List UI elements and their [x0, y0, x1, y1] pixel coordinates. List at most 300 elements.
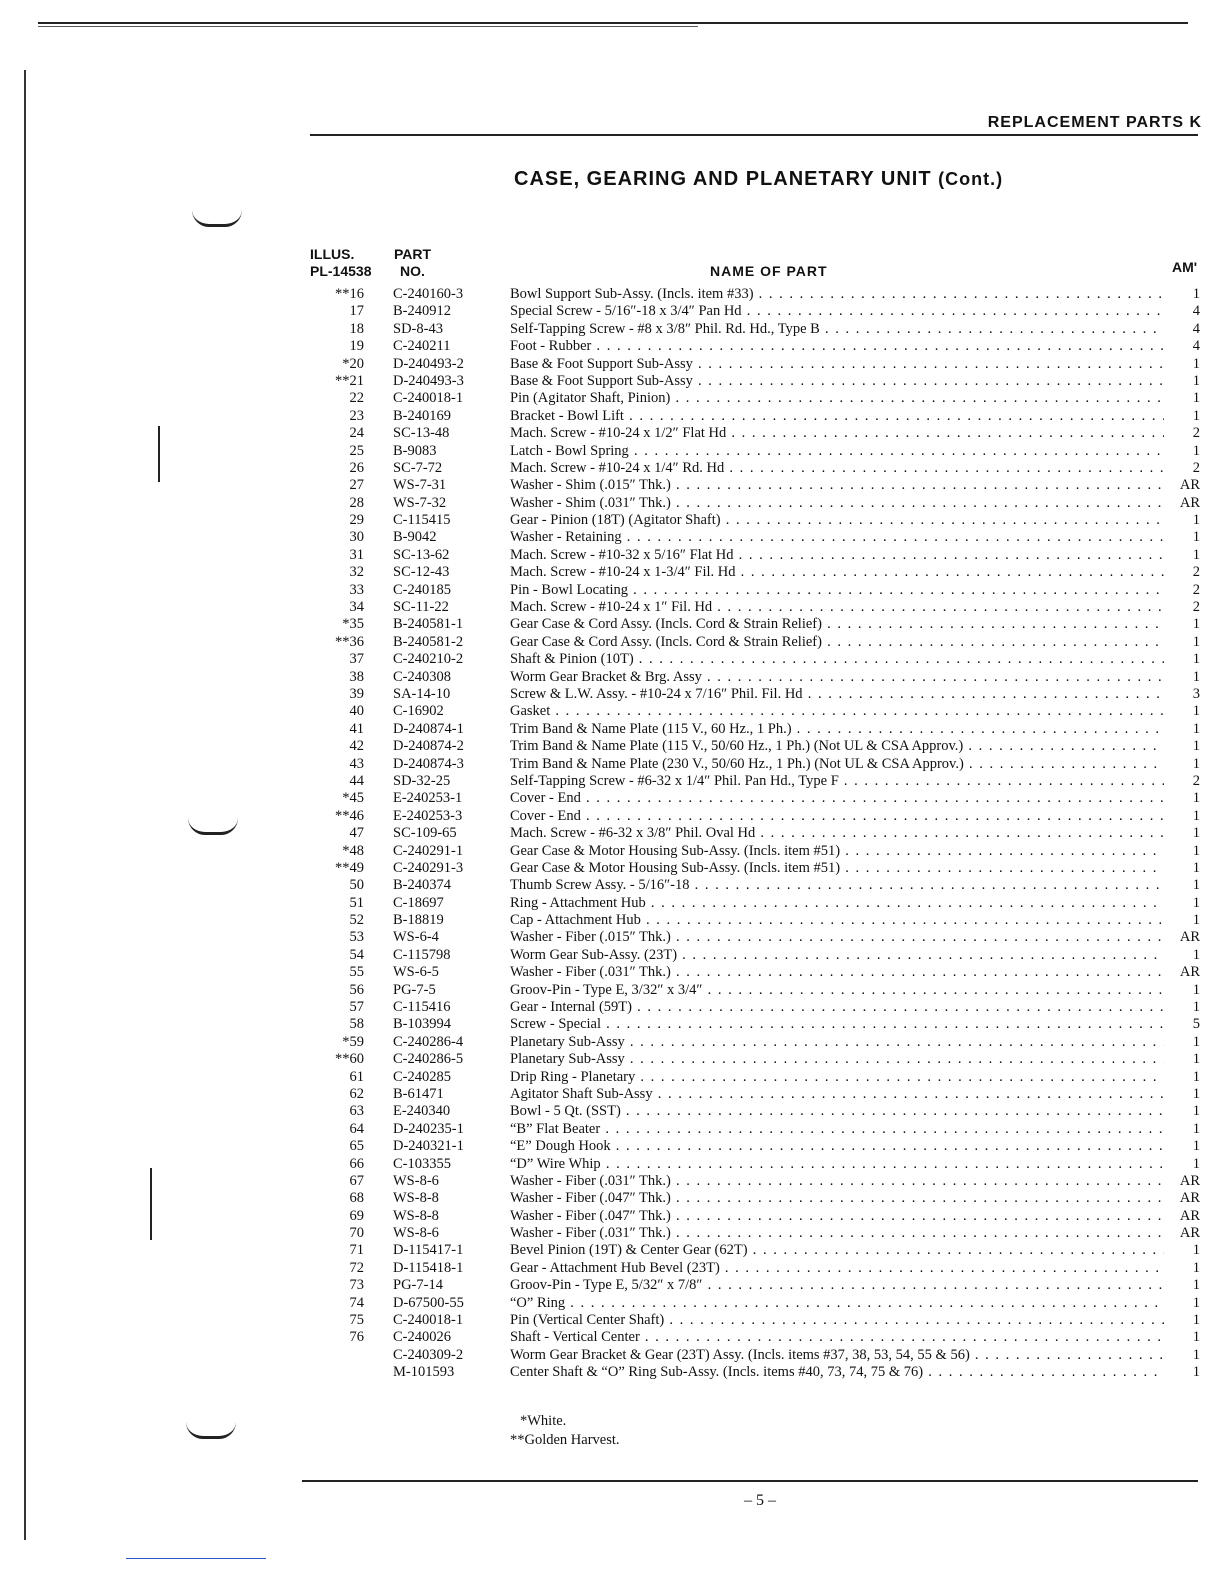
illus-cell: 40: [349, 703, 364, 720]
illus-cell: **49: [335, 859, 364, 876]
illus-cell: 57: [349, 999, 364, 1016]
amount-cell: 2: [1192, 564, 1200, 581]
table-row: [300, 443, 1200, 460]
illus-cell: 24: [349, 425, 364, 442]
amount-cell: 1: [1192, 1242, 1200, 1259]
amount-cell: 1: [1192, 859, 1200, 876]
part-name-cell: Worm Gear Bracket & Brg. Assy . . .: [510, 669, 1164, 686]
part-number-cell: E-240253-3: [393, 807, 463, 824]
part-name-cell: Trim Band & Name Plate (230 V., 50/60 Hz., 1 Ph.) (Not UL & CSA Approv.) . . .: [510, 756, 1164, 773]
amount-cell: 1: [1192, 1312, 1200, 1329]
amount-cell: 1: [1192, 1259, 1200, 1276]
binding-mark: [150, 1168, 152, 1240]
part-number-cell: WS-7-31: [393, 477, 447, 494]
part-name-cell: Ring - Attachment Hub . . .: [510, 895, 1164, 912]
top-rule-secondary: [38, 26, 698, 27]
table-row: [300, 703, 1200, 720]
table-row: [300, 616, 1200, 633]
table-row: [300, 495, 1200, 512]
illus-cell: 23: [349, 407, 364, 424]
punch-hole-mark: [188, 818, 238, 835]
illus-cell: **21: [335, 372, 364, 389]
part-name-cell: Washer - Retaining . . .: [510, 529, 1164, 546]
part-name-cell: Cover - End . . .: [510, 808, 1164, 825]
table-row: [300, 843, 1200, 860]
illus-cell: 73: [349, 1277, 364, 1294]
illus-cell: 67: [349, 1172, 364, 1189]
table-row: [300, 512, 1200, 529]
table-row: [300, 1277, 1200, 1294]
amount-cell: AR: [1179, 929, 1200, 946]
footnotes: [510, 1412, 620, 1450]
amount-cell: AR: [1179, 1190, 1200, 1207]
part-number-cell: D-240235-1: [393, 1120, 464, 1137]
part-name-cell: Center Shaft & “O” Ring Sub-Assy. (Incls. items #40, 73, 74, 75 & 76) . . .: [510, 1364, 1164, 1381]
part-name-cell: Trim Band & Name Plate (115 V., 50/60 Hz., 1 Ph.) (Not UL & CSA Approv.) . . .: [510, 738, 1164, 755]
illus-cell: 27: [349, 477, 364, 494]
amount-cell: 1: [1192, 355, 1200, 372]
column-header-part-line1: PART: [394, 246, 432, 262]
part-number-cell: B-240169: [393, 407, 451, 424]
header-rule: [310, 134, 1198, 136]
part-name-cell: Gear Case & Cord Assy. (Incls. Cord & Strain Relief) . . .: [510, 634, 1164, 651]
table-row: [300, 1347, 1200, 1364]
amount-cell: 1: [1192, 1103, 1200, 1120]
part-name-cell: Cap - Attachment Hub . . .: [510, 912, 1164, 929]
amount-cell: 1: [1192, 512, 1200, 529]
part-number-cell: C-240018-1: [393, 390, 464, 407]
illus-cell: 31: [349, 546, 364, 563]
part-name-cell: “D” Wire Whip . . .: [510, 1156, 1164, 1173]
illus-cell: 50: [349, 877, 364, 894]
part-name-cell: Bowl Support Sub-Assy. (Incls. item #33) . . .: [510, 286, 1164, 303]
part-number-cell: SC-12-43: [393, 564, 450, 581]
part-number-cell: D-240493-2: [393, 355, 464, 372]
amount-cell: 1: [1192, 529, 1200, 546]
part-number-cell: B-103994: [393, 1016, 451, 1033]
part-name-cell: Gear Case & Cord Assy. (Incls. Cord & Strain Relief) . . .: [510, 616, 1164, 633]
part-name-cell: Base & Foot Support Sub-Assy . . .: [510, 356, 1164, 373]
table-row: [300, 286, 1200, 303]
amount-cell: 1: [1192, 1364, 1200, 1381]
part-name-cell: Gear Case & Motor Housing Sub-Assy. (Incls. item #51) . . .: [510, 860, 1164, 877]
amount-cell: 1: [1192, 877, 1200, 894]
part-number-cell: D-240874-1: [393, 720, 464, 737]
part-number-cell: D-240493-3: [393, 372, 464, 389]
part-name-cell: Planetary Sub-Assy . . .: [510, 1051, 1164, 1068]
amount-cell: AR: [1179, 1225, 1200, 1242]
column-header-amount: AMʹ: [1172, 259, 1198, 275]
amount-cell: 1: [1192, 1346, 1200, 1363]
illus-cell: *48: [342, 842, 364, 859]
part-number-cell: C-240309-2: [393, 1346, 464, 1363]
part-number-cell: C-240291-3: [393, 859, 464, 876]
column-header-illus-line2: PL-14538: [310, 263, 372, 279]
table-row: [300, 808, 1200, 825]
part-name-cell: Agitator Shaft Sub-Assy . . .: [510, 1086, 1164, 1103]
amount-cell: AR: [1179, 477, 1200, 494]
illus-cell: 18: [349, 320, 364, 337]
part-number-cell: C-16902: [393, 703, 444, 720]
table-row: [300, 1086, 1200, 1103]
table-row: [300, 860, 1200, 877]
illus-cell: 66: [349, 1155, 364, 1172]
table-row: [300, 999, 1200, 1016]
part-name-cell: Self-Tapping Screw - #8 x 3/8″ Phil. Rd. Hd., Type B . . .: [510, 321, 1164, 338]
part-number-cell: D-240874-2: [393, 738, 464, 755]
punch-hole-mark: [186, 1422, 236, 1439]
amount-cell: 3: [1192, 685, 1200, 702]
part-name-cell: Foot - Rubber . . .: [510, 338, 1164, 355]
title-text: CASE, GEARING AND PLANETARY UNIT: [514, 168, 932, 190]
part-name-cell: Washer - Shim (.015″ Thk.) . . .: [510, 477, 1164, 494]
illus-cell: 52: [349, 912, 364, 929]
table-row: [300, 373, 1200, 390]
table-row: [300, 1121, 1200, 1138]
amount-cell: 1: [1192, 390, 1200, 407]
amount-cell: 1: [1192, 912, 1200, 929]
illus-cell: 75: [349, 1312, 364, 1329]
amount-cell: 1: [1192, 546, 1200, 563]
amount-cell: 1: [1192, 442, 1200, 459]
column-header-part: [394, 246, 431, 280]
footnote-golden-harvest: **Golden Harvest.: [510, 1432, 620, 1448]
binding-edge: [24, 70, 26, 1540]
table-row: [300, 1016, 1200, 1033]
part-name-cell: Mach. Screw - #10-24 x 1/2″ Flat Hd . . .: [510, 425, 1164, 442]
part-number-cell: C-240210-2: [393, 651, 464, 668]
page-title: [514, 168, 1003, 191]
table-row: [300, 408, 1200, 425]
amount-cell: AR: [1179, 1207, 1200, 1224]
amount-cell: 1: [1192, 1277, 1200, 1294]
part-name-cell: Cover - End . . .: [510, 790, 1164, 807]
part-name-cell: Gear Case & Motor Housing Sub-Assy. (Incls. item #51) . . .: [510, 843, 1164, 860]
part-name-cell: Shaft - Vertical Center . . .: [510, 1329, 1164, 1346]
part-number-cell: WS-8-6: [393, 1225, 439, 1242]
part-name-cell: Base & Foot Support Sub-Assy . . .: [510, 373, 1164, 390]
amount-cell: 2: [1192, 425, 1200, 442]
punch-hole-mark: [192, 210, 242, 227]
part-number-cell: C-240291-1: [393, 842, 464, 859]
table-row: [300, 1312, 1200, 1329]
part-name-cell: Pin (Vertical Center Shaft) . . .: [510, 1312, 1164, 1329]
title-suffix: (Cont.): [938, 169, 1004, 189]
amount-cell: 1: [1192, 755, 1200, 772]
part-name-cell: Mach. Screw - #10-24 x 1-3/4″ Fil. Hd . . .: [510, 564, 1164, 581]
part-number-cell: B-18819: [393, 912, 444, 929]
part-number-cell: C-240026: [393, 1329, 451, 1346]
column-header-illus: [310, 246, 371, 280]
illus-cell: 17: [349, 303, 364, 320]
amount-cell: 1: [1192, 894, 1200, 911]
part-name-cell: Mach. Screw - #10-32 x 5/16″ Flat Hd . . .: [510, 547, 1164, 564]
part-number-cell: B-240581-1: [393, 616, 464, 633]
illus-cell: 25: [349, 442, 364, 459]
illus-cell: 56: [349, 981, 364, 998]
part-name-cell: Shaft & Pinion (10T) . . .: [510, 651, 1164, 668]
table-row: [300, 1225, 1200, 1242]
illus-cell: **60: [335, 1051, 364, 1068]
amount-cell: 4: [1192, 320, 1200, 337]
part-name-cell: Mach. Screw - #10-24 x 1/4″ Rd. Hd . . .: [510, 460, 1164, 477]
column-header-name: NAME OF PART: [710, 263, 828, 279]
part-name-cell: Washer - Fiber (.047″ Thk.) . . .: [510, 1190, 1164, 1207]
part-number-cell: WS-7-32: [393, 494, 447, 511]
part-name-cell: Screw - Special . . .: [510, 1016, 1164, 1033]
part-name-cell: Bracket - Bowl Lift . . .: [510, 408, 1164, 425]
table-row: [300, 756, 1200, 773]
table-row: [300, 877, 1200, 894]
part-name-cell: Gear - Attachment Hub Bevel (23T) . . .: [510, 1260, 1164, 1277]
footnote-white: *White.: [520, 1413, 567, 1429]
amount-cell: 1: [1192, 1085, 1200, 1102]
table-row: [300, 1103, 1200, 1120]
illus-cell: **46: [335, 807, 364, 824]
illus-cell: 34: [349, 599, 364, 616]
part-name-cell: Washer - Fiber (.031″ Thk.) . . .: [510, 1173, 1164, 1190]
illus-cell: *20: [342, 355, 364, 372]
part-number-cell: SA-14-10: [393, 685, 451, 702]
amount-cell: 1: [1192, 372, 1200, 389]
part-number-cell: SC-11-22: [393, 599, 449, 616]
table-row: [300, 425, 1200, 442]
part-number-cell: SC-109-65: [393, 825, 457, 842]
amount-cell: 1: [1192, 407, 1200, 424]
table-row: [300, 982, 1200, 999]
amount-cell: 1: [1192, 651, 1200, 668]
column-header-part-line2: NO.: [400, 263, 425, 279]
illus-cell: 65: [349, 1138, 364, 1155]
illus-cell: 42: [349, 738, 364, 755]
part-number-cell: SD-32-25: [393, 772, 451, 789]
part-number-cell: C-240160-3: [393, 286, 464, 302]
part-number-cell: SC-7-72: [393, 459, 443, 476]
amount-cell: 1: [1192, 807, 1200, 824]
part-number-cell: SD-8-43: [393, 320, 443, 337]
table-row: [300, 825, 1200, 842]
illus-cell: 28: [349, 494, 364, 511]
part-name-cell: Washer - Fiber (.031″ Thk.) . . .: [510, 1225, 1164, 1242]
part-number-cell: C-115798: [393, 946, 451, 963]
illus-cell: 26: [349, 459, 364, 476]
part-number-cell: E-240340: [393, 1103, 451, 1120]
part-number-cell: B-61471: [393, 1085, 444, 1102]
part-name-cell: Washer - Fiber (.031″ Thk.) . . .: [510, 964, 1164, 981]
page-number: – 5 –: [744, 1492, 776, 1509]
illus-cell: 44: [349, 772, 364, 789]
part-number-cell: B-240374: [393, 877, 451, 894]
illus-cell: *35: [342, 616, 364, 633]
table-row: [300, 529, 1200, 546]
amount-cell: 1: [1192, 1155, 1200, 1172]
part-number-cell: B-9083: [393, 442, 437, 459]
part-name-cell: Planetary Sub-Assy . . .: [510, 1034, 1164, 1051]
table-row: [300, 738, 1200, 755]
amount-cell: 1: [1192, 1138, 1200, 1155]
illus-cell: 68: [349, 1190, 364, 1207]
amount-cell: 1: [1192, 946, 1200, 963]
table-row: [300, 1190, 1200, 1207]
table-row: [300, 1295, 1200, 1312]
part-name-cell: Thumb Screw Assy. - 5/16″-18 . . .: [510, 877, 1164, 894]
part-name-cell: Gasket . . .: [510, 703, 1164, 720]
part-name-cell: “E” Dough Hook . . .: [510, 1138, 1164, 1155]
part-number-cell: C-240286-5: [393, 1051, 464, 1068]
illus-cell: 55: [349, 964, 364, 981]
top-rule: [38, 22, 1188, 24]
amount-cell: 1: [1192, 633, 1200, 650]
illus-cell: 22: [349, 390, 364, 407]
part-number-cell: D-115418-1: [393, 1259, 464, 1276]
part-number-cell: B-240581-2: [393, 633, 464, 650]
part-name-cell: “O” Ring . . .: [510, 1295, 1164, 1312]
amount-cell: 1: [1192, 1033, 1200, 1050]
part-number-cell: PG-7-14: [393, 1277, 443, 1294]
illus-cell: 61: [349, 1068, 364, 1085]
part-number-cell: D-115417-1: [393, 1242, 464, 1259]
amount-cell: 1: [1192, 825, 1200, 842]
illus-cell: 29: [349, 512, 364, 529]
illus-cell: 32: [349, 564, 364, 581]
amount-cell: 1: [1192, 1068, 1200, 1085]
amount-cell: 1: [1192, 1051, 1200, 1068]
illus-cell: 38: [349, 668, 364, 685]
table-row: [300, 599, 1200, 616]
scan-artifact-line: [126, 1558, 266, 1559]
table-row: [300, 1242, 1200, 1259]
illus-cell: 76: [349, 1329, 364, 1346]
illus-cell: 33: [349, 581, 364, 598]
amount-cell: 4: [1192, 338, 1200, 355]
part-number-cell: SC-13-62: [393, 546, 450, 563]
illus-cell: 41: [349, 720, 364, 737]
part-number-cell: C-240185: [393, 581, 451, 598]
illus-cell: 39: [349, 685, 364, 702]
table-row: [300, 1364, 1200, 1381]
part-name-cell: Worm Gear Sub-Assy. (23T) . . .: [510, 947, 1164, 964]
amount-cell: 1: [1192, 1120, 1200, 1137]
part-number-cell: WS-6-5: [393, 964, 439, 981]
section-label: REPLACEMENT PARTS K: [987, 114, 1202, 131]
table-row: [300, 790, 1200, 807]
part-name-cell: Gear - Internal (59T) . . .: [510, 999, 1164, 1016]
amount-cell: AR: [1179, 494, 1200, 511]
part-number-cell: C-240286-4: [393, 1033, 464, 1050]
part-number-cell: D-67500-55: [393, 1294, 464, 1311]
amount-cell: 4: [1192, 303, 1200, 320]
table-row: [300, 669, 1200, 686]
part-number-cell: B-240912: [393, 303, 451, 320]
table-row: [300, 1260, 1200, 1277]
part-number-cell: E-240253-1: [393, 790, 463, 807]
amount-cell: 1: [1192, 790, 1200, 807]
illus-cell: 43: [349, 755, 364, 772]
part-number-cell: SC-13-48: [393, 425, 450, 442]
illus-cell: 30: [349, 529, 364, 546]
table-row: [300, 1208, 1200, 1225]
illus-cell: 53: [349, 929, 364, 946]
illus-cell: 54: [349, 946, 364, 963]
part-name-cell: Groov-Pin - Type E, 5/32″ x 7/8″ . . .: [510, 1277, 1164, 1294]
amount-cell: 1: [1192, 1329, 1200, 1346]
part-name-cell: Special Screw - 5/16″-18 x 3/4″ Pan Hd . . .: [510, 303, 1164, 320]
part-name-cell: Mach. Screw - #10-24 x 1″ Fil. Hd . . .: [510, 599, 1164, 616]
part-name-cell: Trim Band & Name Plate (115 V., 60 Hz., 1 Ph.) . . .: [510, 721, 1164, 738]
amount-cell: AR: [1179, 1172, 1200, 1189]
table-row: [300, 390, 1200, 407]
amount-cell: 1: [1192, 703, 1200, 720]
part-name-cell: Washer - Fiber (.047″ Thk.) . . .: [510, 1208, 1164, 1225]
part-name-cell: Bowl - 5 Qt. (SST) . . .: [510, 1103, 1164, 1120]
part-number-cell: C-18697: [393, 894, 444, 911]
table-row: [300, 477, 1200, 494]
part-number-cell: WS-8-8: [393, 1190, 439, 1207]
table-row: [300, 303, 1200, 320]
illus-cell: 71: [349, 1242, 364, 1259]
amount-cell: 2: [1192, 599, 1200, 616]
amount-cell: 2: [1192, 459, 1200, 476]
part-name-cell: Washer - Shim (.031″ Thk.) . . .: [510, 495, 1164, 512]
illus-cell: 19: [349, 338, 364, 355]
table-row: [300, 947, 1200, 964]
table-row: [300, 912, 1200, 929]
part-name-cell: Screw & L.W. Assy. - #10-24 x 7/16″ Phil. Fil. Hd . . .: [510, 686, 1164, 703]
part-name-cell: Bevel Pinion (19T) & Center Gear (62T) . . .: [510, 1242, 1164, 1259]
table-row: [300, 1051, 1200, 1068]
illus-cell: 62: [349, 1085, 364, 1102]
part-name-cell: Washer - Fiber (.015″ Thk.) . . .: [510, 929, 1164, 946]
part-name-cell: Pin - Bowl Locating . . .: [510, 582, 1164, 599]
illus-cell: 58: [349, 1016, 364, 1033]
illus-cell: *59: [342, 1033, 364, 1050]
illus-cell: 69: [349, 1207, 364, 1224]
part-name-cell: Groov-Pin - Type E, 3/32″ x 3/4″ . . .: [510, 982, 1164, 999]
illus-cell: 64: [349, 1120, 364, 1137]
amount-cell: 5: [1192, 1016, 1200, 1033]
amount-cell: 2: [1192, 581, 1200, 598]
part-number-cell: D-240321-1: [393, 1138, 464, 1155]
table-row: [300, 686, 1200, 703]
table-row: [300, 634, 1200, 651]
part-number-cell: C-240285: [393, 1068, 451, 1085]
amount-cell: 1: [1192, 842, 1200, 859]
part-number-cell: C-240211: [393, 338, 451, 355]
footer-rule: [302, 1480, 1198, 1482]
table-row: [300, 1173, 1200, 1190]
part-name-cell: Gear - Pinion (18T) (Agitator Shaft) . . .: [510, 512, 1164, 529]
part-name-cell: Pin (Agitator Shaft, Pinion) . . .: [510, 390, 1164, 407]
table-row: [300, 547, 1200, 564]
table-row: [300, 773, 1200, 790]
table-row: [300, 651, 1200, 668]
part-number-cell: C-115416: [393, 999, 451, 1016]
table-row: [300, 356, 1200, 373]
amount-cell: 1: [1192, 616, 1200, 633]
table-row: [300, 964, 1200, 981]
part-name-cell: Mach. Screw - #6-32 x 3/8″ Phil. Oval Hd . . .: [510, 825, 1164, 842]
part-number-cell: M-101593: [393, 1364, 455, 1381]
part-number-cell: C-240308: [393, 668, 451, 685]
amount-cell: 1: [1192, 999, 1200, 1016]
illus-cell: 37: [349, 651, 364, 668]
part-number-cell: PG-7-5: [393, 981, 436, 998]
table-row: [300, 460, 1200, 477]
table-row: [300, 929, 1200, 946]
part-number-cell: WS-8-8: [393, 1207, 439, 1224]
part-name-cell: Self-Tapping Screw - #6-32 x 1/4″ Phil. Pan Hd., Type F . . .: [510, 773, 1164, 790]
parts-list: [300, 286, 1200, 1382]
